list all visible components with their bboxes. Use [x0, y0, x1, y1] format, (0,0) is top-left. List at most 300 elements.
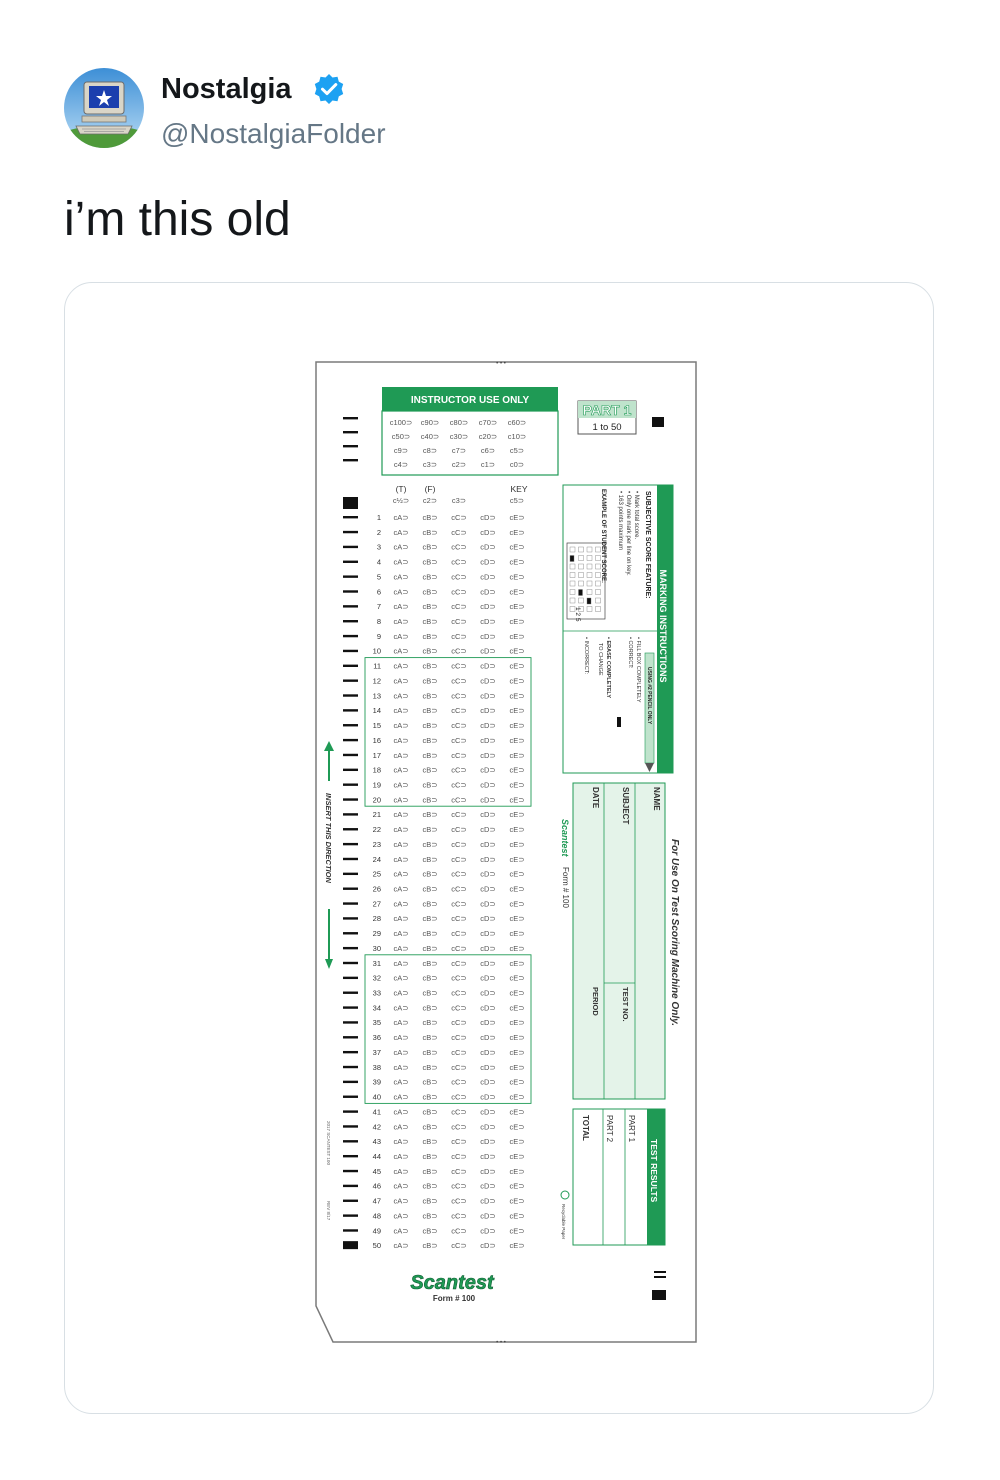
answer-bubble[interactable]: cE⊃: [509, 735, 525, 745]
answer-bubble[interactable]: cB⊃: [422, 721, 438, 731]
answer-bubble[interactable]: cC⊃: [451, 914, 467, 924]
question-number: 46: [372, 1181, 381, 1191]
answer-bubble[interactable]: cE⊃: [509, 527, 525, 537]
answer-bubble[interactable]: cE⊃: [509, 1003, 525, 1013]
answer-bubble[interactable]: cD⊃: [480, 691, 496, 701]
answer-bubble[interactable]: cC⊃: [451, 602, 467, 612]
answer-bubble[interactable]: cE⊃: [509, 1047, 525, 1057]
answer-bubble[interactable]: cC⊃: [451, 1181, 467, 1191]
answer-bubble[interactable]: cE⊃: [509, 839, 525, 849]
timing-mark: [343, 1140, 358, 1142]
answer-bubble[interactable]: cB⊃: [422, 899, 438, 909]
answer-bubble[interactable]: cD⊃: [480, 602, 496, 612]
answer-bubble[interactable]: cC⊃: [451, 973, 467, 983]
answer-bubble[interactable]: cC⊃: [451, 557, 467, 567]
answer-bubble[interactable]: cE⊃: [509, 1062, 525, 1072]
marking-title: MARKING INSTRUCTIONS: [658, 569, 668, 683]
answer-bubble[interactable]: cE⊃: [509, 869, 525, 879]
answer-bubble[interactable]: cE⊃: [509, 943, 525, 953]
answer-bubble[interactable]: cB⊃: [422, 1003, 438, 1013]
answer-bubble[interactable]: cA⊃: [393, 1181, 409, 1191]
answer-bubble[interactable]: cC⊃: [451, 1196, 467, 1206]
question-number: 14: [372, 706, 381, 716]
answer-bubble[interactable]: cE⊃: [509, 884, 525, 894]
instructor-header: INSTRUCTOR USE ONLY: [410, 395, 530, 406]
answer-bubble[interactable]: cC⊃: [451, 735, 467, 745]
answer-bubble[interactable]: cE⊃: [509, 958, 525, 968]
answer-bubble[interactable]: cC⊃: [451, 1062, 467, 1072]
answer-bubble[interactable]: cE⊃: [509, 646, 525, 656]
answer-bubble[interactable]: cB⊃: [422, 527, 438, 537]
answer-bubble[interactable]: cD⊃: [480, 765, 496, 775]
answer-bubble[interactable]: cA⊃: [393, 795, 409, 805]
timing-mark: [343, 561, 358, 563]
answer-bubble[interactable]: cE⊃: [509, 1107, 525, 1117]
answer-bubble[interactable]: cC⊃: [451, 1018, 467, 1028]
answer-bubble[interactable]: cB⊃: [422, 765, 438, 775]
answer-bubble[interactable]: cD⊃: [480, 542, 496, 552]
answer-bubble[interactable]: cE⊃: [509, 825, 525, 835]
answer-bubble[interactable]: cC⊃: [451, 988, 467, 998]
answer-bubble[interactable]: cA⊃: [393, 602, 409, 612]
answer-bubble[interactable]: cC⊃: [451, 721, 467, 731]
answer-bubble[interactable]: cE⊃: [509, 1241, 525, 1251]
answer-bubble[interactable]: cB⊃: [422, 661, 438, 671]
timing-mark: [343, 813, 358, 815]
answer-bubble[interactable]: cB⊃: [422, 780, 438, 790]
answer-bubble[interactable]: cD⊃: [480, 1166, 496, 1176]
answer-bubble[interactable]: cD⊃: [480, 1033, 496, 1043]
question-number: 22: [372, 825, 381, 835]
answer-bubble[interactable]: cE⊃: [509, 750, 525, 760]
answer-bubble[interactable]: cD⊃: [480, 617, 496, 627]
answer-bubble[interactable]: cC⊃: [451, 1003, 467, 1013]
answer-bubble[interactable]: cC⊃: [451, 676, 467, 686]
answer-bubble[interactable]: cD⊃: [480, 973, 496, 983]
answer-bubble[interactable]: cD⊃: [480, 1092, 496, 1102]
answer-bubble[interactable]: cB⊃: [422, 735, 438, 745]
answer-bubble[interactable]: cE⊃: [509, 721, 525, 731]
answer-bubble[interactable]: cA⊃: [393, 1151, 409, 1161]
answer-bubble[interactable]: cB⊃: [422, 958, 438, 968]
answer-bubble[interactable]: cA⊃: [393, 825, 409, 835]
answer-bubble[interactable]: cE⊃: [509, 513, 525, 522]
instructor-bubble: c60⊃: [507, 418, 527, 427]
answer-bubble[interactable]: cB⊃: [422, 1137, 438, 1147]
answer-bubble[interactable]: cB⊃: [422, 810, 438, 820]
answer-bubble[interactable]: cE⊃: [509, 602, 525, 612]
answer-bubble[interactable]: cD⊃: [480, 1211, 496, 1221]
answer-bubble[interactable]: cD⊃: [480, 780, 496, 790]
instructor-bubble: c5⊃: [509, 446, 525, 455]
instructor-bubble: c100⊃: [389, 418, 413, 427]
answer-bubble[interactable]: cC⊃: [451, 1047, 467, 1057]
answer-bubble[interactable]: cB⊃: [422, 1226, 438, 1236]
answer-bubble[interactable]: cC⊃: [451, 1226, 467, 1236]
answer-bubble[interactable]: cC⊃: [451, 810, 467, 820]
instructor-bubble: c30⊃: [449, 432, 469, 441]
timing-mark: [343, 1110, 358, 1112]
answer-bubble[interactable]: cB⊃: [422, 1122, 438, 1132]
answer-bubble[interactable]: cA⊃: [393, 587, 409, 597]
answer-bubble[interactable]: cC⊃: [451, 958, 467, 968]
answer-bubble[interactable]: cE⊃: [509, 854, 525, 864]
answer-bubble[interactable]: cA⊃: [393, 631, 409, 641]
answer-bubble[interactable]: cC⊃: [451, 631, 467, 641]
answer-bubble[interactable]: cA⊃: [393, 527, 409, 537]
answer-bubble[interactable]: cC⊃: [451, 884, 467, 894]
answer-bubble[interactable]: cA⊃: [393, 869, 409, 879]
answer-bubble[interactable]: cA⊃: [393, 721, 409, 731]
answer-bubble[interactable]: cD⊃: [480, 988, 496, 998]
side-form-number: Form # 100: [561, 867, 570, 908]
answer-bubble[interactable]: cE⊃: [509, 1226, 525, 1236]
answer-bubble[interactable]: cC⊃: [451, 1122, 467, 1132]
answer-bubble[interactable]: cD⊃: [480, 943, 496, 953]
answer-bubble[interactable]: cD⊃: [480, 1047, 496, 1057]
answer-bubble[interactable]: cC⊃: [451, 1241, 467, 1251]
timing-mark: [343, 575, 358, 577]
answer-bubble[interactable]: cD⊃: [480, 587, 496, 597]
answer-bubble[interactable]: cB⊃: [422, 1151, 438, 1161]
answer-bubble[interactable]: cA⊃: [393, 1062, 409, 1072]
answer-bubble[interactable]: cB⊃: [422, 602, 438, 612]
answer-bubble[interactable]: cB⊃: [422, 929, 438, 939]
answer-bubble[interactable]: cE⊃: [509, 691, 525, 701]
answer-bubble[interactable]: cD⊃: [480, 825, 496, 835]
answer-bubble[interactable]: cB⊃: [422, 1107, 438, 1117]
answer-bubble[interactable]: cD⊃: [480, 899, 496, 909]
answer-bubble[interactable]: cD⊃: [480, 929, 496, 939]
answer-bubble[interactable]: cD⊃: [480, 706, 496, 716]
answer-bubble[interactable]: cD⊃: [480, 527, 496, 537]
answer-bubble[interactable]: cB⊃: [422, 795, 438, 805]
svg-text:• • •: • • •: [496, 361, 506, 367]
answer-bubble[interactable]: cA⊃: [393, 661, 409, 671]
answer-bubble[interactable]: cB⊃: [422, 854, 438, 864]
answer-bubble[interactable]: cC⊃: [451, 1166, 467, 1176]
answer-bubble[interactable]: cB⊃: [422, 1047, 438, 1057]
instructor-bubble: c8⊃: [422, 446, 438, 455]
question-number: 28: [372, 914, 381, 924]
answer-bubble[interactable]: cD⊃: [480, 810, 496, 820]
answer-bubble[interactable]: cB⊃: [422, 839, 438, 849]
answer-bubble[interactable]: cA⊃: [393, 899, 409, 909]
answer-bubble[interactable]: cB⊃: [422, 1196, 438, 1206]
answer-bubble[interactable]: cA⊃: [393, 706, 409, 716]
answer-bubble[interactable]: cB⊃: [422, 617, 438, 627]
question-number: 42: [372, 1122, 381, 1132]
answer-bubble[interactable]: cC⊃: [451, 854, 467, 864]
answer-bubble[interactable]: cE⊃: [509, 1196, 525, 1206]
answer-bubble[interactable]: cA⊃: [393, 1003, 409, 1013]
answer-bubble[interactable]: cB⊃: [422, 1033, 438, 1043]
answer-bubble[interactable]: cE⊃: [509, 780, 525, 790]
answer-bubble[interactable]: cB⊃: [422, 513, 438, 522]
answer-bubble[interactable]: cD⊃: [480, 1107, 496, 1117]
answer-bubble[interactable]: cA⊃: [393, 929, 409, 939]
answer-bubble[interactable]: cA⊃: [393, 735, 409, 745]
answer-bubble[interactable]: cB⊃: [422, 869, 438, 879]
answer-bubble[interactable]: cA⊃: [393, 943, 409, 953]
answer-bubble[interactable]: cD⊃: [480, 661, 496, 671]
answer-bubble[interactable]: cD⊃: [480, 1062, 496, 1072]
answer-bubble[interactable]: cA⊃: [393, 810, 409, 820]
answer-bubble[interactable]: cB⊃: [422, 1062, 438, 1072]
question-number: 31: [372, 958, 381, 968]
answer-bubble[interactable]: cC⊃: [451, 542, 467, 552]
answer-bubble[interactable]: cD⊃: [480, 1137, 496, 1147]
answer-bubble[interactable]: cE⊃: [509, 1122, 525, 1132]
answer-bubble[interactable]: cB⊃: [422, 572, 438, 582]
answer-bubble[interactable]: cA⊃: [393, 513, 409, 522]
answer-bubble[interactable]: cE⊃: [509, 631, 525, 641]
answer-bubble[interactable]: cD⊃: [480, 750, 496, 760]
answer-bubble[interactable]: cA⊃: [393, 572, 409, 582]
answer-bubble[interactable]: cE⊃: [509, 1033, 525, 1043]
user-handle[interactable]: @NostalgiaFolder: [161, 118, 386, 149]
answer-bubble[interactable]: cB⊃: [422, 646, 438, 656]
answer-bubble[interactable]: cA⊃: [393, 958, 409, 968]
timing-mark: [343, 417, 358, 419]
answer-bubble[interactable]: cC⊃: [451, 839, 467, 849]
answer-bubble[interactable]: cC⊃: [451, 1151, 467, 1161]
answer-bubble[interactable]: cB⊃: [422, 988, 438, 998]
answer-bubble[interactable]: cC⊃: [451, 780, 467, 790]
question-number: 40: [372, 1092, 381, 1102]
answer-bubble[interactable]: cD⊃: [480, 631, 496, 641]
answer-bubble[interactable]: cB⊃: [422, 1211, 438, 1221]
answer-bubble[interactable]: cE⊃: [509, 1092, 525, 1102]
answer-bubble[interactable]: cC⊃: [451, 765, 467, 775]
timing-mark: [343, 1036, 358, 1038]
timing-mark: [343, 635, 358, 637]
answer-bubble[interactable]: cE⊃: [509, 1137, 525, 1147]
answer-bubble[interactable]: cC⊃: [451, 1211, 467, 1221]
question-number: 32: [372, 973, 381, 983]
answer-bubble[interactable]: cC⊃: [451, 825, 467, 835]
answer-bubble[interactable]: cD⊃: [480, 1181, 496, 1191]
answer-bubble[interactable]: cE⊃: [509, 810, 525, 820]
answer-bubble[interactable]: cA⊃: [393, 854, 409, 864]
answer-bubble[interactable]: cB⊃: [422, 542, 438, 552]
answer-bubble[interactable]: cA⊃: [393, 839, 409, 849]
answer-bubble[interactable]: cC⊃: [451, 750, 467, 760]
timing-mark: [343, 1185, 358, 1187]
answer-bubble[interactable]: cD⊃: [480, 839, 496, 849]
question-number: 8: [376, 617, 381, 627]
answer-bubble[interactable]: cE⊃: [509, 765, 525, 775]
answer-bubble[interactable]: cA⊃: [393, 676, 409, 686]
answer-bubble[interactable]: cA⊃: [393, 617, 409, 627]
answer-bubble[interactable]: cD⊃: [480, 1196, 496, 1206]
answer-bubble[interactable]: cB⊃: [422, 1018, 438, 1028]
answer-bubble[interactable]: cC⊃: [451, 1137, 467, 1147]
answer-bubble[interactable]: cD⊃: [480, 513, 496, 522]
answer-bubble[interactable]: cC⊃: [451, 617, 467, 627]
scantron-answer-sheet: [315, 361, 697, 1343]
answer-bubble[interactable]: cE⊃: [509, 1151, 525, 1161]
answer-bubble[interactable]: cD⊃: [480, 914, 496, 924]
question-number: 2: [376, 527, 381, 537]
answer-bubble[interactable]: cC⊃: [451, 1107, 467, 1117]
answer-bubble[interactable]: cA⊃: [393, 646, 409, 656]
question-number: 3: [376, 542, 381, 552]
answer-bubble[interactable]: cE⊃: [509, 587, 525, 597]
timing-mark: [343, 1229, 358, 1231]
answer-bubble[interactable]: cC⊃: [451, 661, 467, 671]
answer-bubble[interactable]: cA⊃: [393, 1211, 409, 1221]
answer-bubble[interactable]: cA⊃: [393, 1018, 409, 1028]
answer-bubble[interactable]: cA⊃: [393, 1241, 409, 1251]
answer-bubble[interactable]: cD⊃: [480, 1003, 496, 1013]
answer-bubble[interactable]: cB⊃: [422, 825, 438, 835]
answer-bubble[interactable]: cD⊃: [480, 721, 496, 731]
side-logo: Scantest: [560, 819, 570, 857]
answer-bubble[interactable]: cC⊃: [451, 1077, 467, 1087]
timing-mark: [343, 888, 358, 890]
answer-bubble[interactable]: cB⊃: [422, 943, 438, 953]
answer-bubble[interactable]: cC⊃: [451, 513, 467, 522]
answer-bubble[interactable]: cA⊃: [393, 914, 409, 924]
answer-bubble[interactable]: cA⊃: [393, 1092, 409, 1102]
answer-bubble[interactable]: cB⊃: [422, 973, 438, 983]
answer-bubble[interactable]: cD⊃: [480, 735, 496, 745]
answer-bubble[interactable]: cB⊃: [422, 1241, 438, 1251]
answer-bubble[interactable]: cC⊃: [451, 943, 467, 953]
answer-bubble[interactable]: cD⊃: [480, 884, 496, 894]
example-bubble: [570, 556, 574, 562]
answer-bubble[interactable]: cB⊃: [422, 557, 438, 567]
answer-bubble[interactable]: cE⊃: [509, 676, 525, 686]
answer-bubble[interactable]: cA⊃: [393, 780, 409, 790]
answer-bubble[interactable]: cD⊃: [480, 646, 496, 656]
timing-mark: [343, 783, 358, 785]
answer-bubble[interactable]: cC⊃: [451, 572, 467, 582]
answer-bubble[interactable]: cD⊃: [480, 1241, 496, 1251]
display-name[interactable]: Nostalgia: [161, 73, 292, 105]
answer-bubble[interactable]: cC⊃: [451, 691, 467, 701]
answer-bubble[interactable]: cD⊃: [480, 958, 496, 968]
answer-bubble[interactable]: cC⊃: [451, 706, 467, 716]
answer-bubble[interactable]: cE⊃: [509, 899, 525, 909]
answer-bubble[interactable]: cC⊃: [451, 899, 467, 909]
answer-bubble[interactable]: cB⊃: [422, 706, 438, 716]
answer-bubble[interactable]: cA⊃: [393, 1033, 409, 1043]
answer-bubble[interactable]: cB⊃: [422, 1092, 438, 1102]
answer-bubble[interactable]: cE⊃: [509, 706, 525, 716]
answer-bubble[interactable]: cC⊃: [451, 869, 467, 879]
answer-bubble[interactable]: cD⊃: [480, 854, 496, 864]
instructor-bubble: c9⊃: [393, 446, 409, 455]
answer-bubble[interactable]: cB⊃: [422, 1181, 438, 1191]
answer-bubble[interactable]: cD⊃: [480, 1226, 496, 1236]
answer-bubble[interactable]: cE⊃: [509, 1166, 525, 1176]
question-number: 6: [376, 587, 381, 597]
answer-bubble[interactable]: cD⊃: [480, 1077, 496, 1087]
answer-bubble[interactable]: cA⊃: [393, 973, 409, 983]
answer-bubble[interactable]: cE⊃: [509, 661, 525, 671]
answer-bubble[interactable]: cC⊃: [451, 929, 467, 939]
answer-bubble[interactable]: cD⊃: [480, 1151, 496, 1161]
answer-bubble[interactable]: cD⊃: [480, 572, 496, 582]
answer-bubble[interactable]: cA⊃: [393, 1226, 409, 1236]
answer-bubble[interactable]: cE⊃: [509, 988, 525, 998]
answer-bubble[interactable]: cD⊃: [480, 1018, 496, 1028]
answer-bubble[interactable]: cA⊃: [393, 1196, 409, 1206]
answer-bubble[interactable]: cA⊃: [393, 542, 409, 552]
answer-bubble[interactable]: cE⊃: [509, 557, 525, 567]
answer-bubble[interactable]: cC⊃: [451, 1092, 467, 1102]
answer-bubble[interactable]: cE⊃: [509, 795, 525, 805]
answer-bubble[interactable]: cA⊃: [393, 988, 409, 998]
part-label: PART 1: [582, 402, 632, 418]
instructor-bubble: c50⊃: [391, 432, 411, 441]
answer-bubble[interactable]: cB⊃: [422, 676, 438, 686]
tweet-media-card[interactable]: [64, 282, 934, 1414]
answer-bubble[interactable]: cB⊃: [422, 884, 438, 894]
answer-bubble[interactable]: cB⊃: [422, 750, 438, 760]
answer-bubble[interactable]: cB⊃: [422, 1166, 438, 1176]
answer-bubble[interactable]: cD⊃: [480, 869, 496, 879]
answer-bubble[interactable]: cD⊃: [480, 676, 496, 686]
answer-bubble[interactable]: cA⊃: [393, 1122, 409, 1132]
answer-bubble[interactable]: cB⊃: [422, 1077, 438, 1087]
answer-bubble[interactable]: cA⊃: [393, 691, 409, 701]
answer-bubble[interactable]: cE⊃: [509, 973, 525, 983]
answer-bubble[interactable]: cE⊃: [509, 929, 525, 939]
answer-bubble[interactable]: cE⊃: [509, 572, 525, 582]
timing-mark: [343, 546, 358, 548]
answer-bubble[interactable]: cA⊃: [393, 1107, 409, 1117]
answer-bubble[interactable]: cB⊃: [422, 914, 438, 924]
question-number: 37: [372, 1047, 381, 1057]
answer-bubble[interactable]: cA⊃: [393, 765, 409, 775]
answer-bubble[interactable]: cA⊃: [393, 1077, 409, 1087]
answer-bubble[interactable]: cD⊃: [480, 1122, 496, 1132]
answer-bubble[interactable]: cD⊃: [480, 557, 496, 567]
answer-bubble[interactable]: cB⊃: [422, 587, 438, 597]
answer-bubble[interactable]: cE⊃: [509, 1018, 525, 1028]
answer-bubble[interactable]: cA⊃: [393, 1137, 409, 1147]
answer-bubble[interactable]: cE⊃: [509, 1077, 525, 1087]
answer-bubble[interactable]: cC⊃: [451, 646, 467, 656]
answer-bubble[interactable]: cE⊃: [509, 1211, 525, 1221]
answer-bubble[interactable]: cA⊃: [393, 1166, 409, 1176]
answer-bubble[interactable]: cA⊃: [393, 1047, 409, 1057]
answer-bubble[interactable]: cA⊃: [393, 750, 409, 760]
answer-bubble[interactable]: cE⊃: [509, 617, 525, 627]
answer-bubble[interactable]: cC⊃: [451, 587, 467, 597]
answer-bubble[interactable]: cE⊃: [509, 914, 525, 924]
answer-bubble[interactable]: cA⊃: [393, 557, 409, 567]
answer-bubble[interactable]: cC⊃: [451, 795, 467, 805]
avatar[interactable]: [64, 68, 144, 148]
answer-bubble[interactable]: cB⊃: [422, 691, 438, 701]
timing-mark: [343, 798, 358, 800]
question-number: 41: [372, 1107, 381, 1117]
answer-bubble[interactable]: cD⊃: [480, 795, 496, 805]
answer-bubble[interactable]: cB⊃: [422, 631, 438, 641]
question-number: 11: [373, 661, 381, 671]
period-label: PERIOD: [591, 987, 600, 1016]
marking-step-1: • FILL BOX COMPLETELY: [635, 637, 641, 703]
answer-bubble[interactable]: cC⊃: [451, 1033, 467, 1043]
answer-bubble[interactable]: cE⊃: [509, 1181, 525, 1191]
answer-bubble[interactable]: cC⊃: [451, 527, 467, 537]
answer-bubble[interactable]: cE⊃: [509, 542, 525, 552]
answer-bubble[interactable]: cA⊃: [393, 884, 409, 894]
